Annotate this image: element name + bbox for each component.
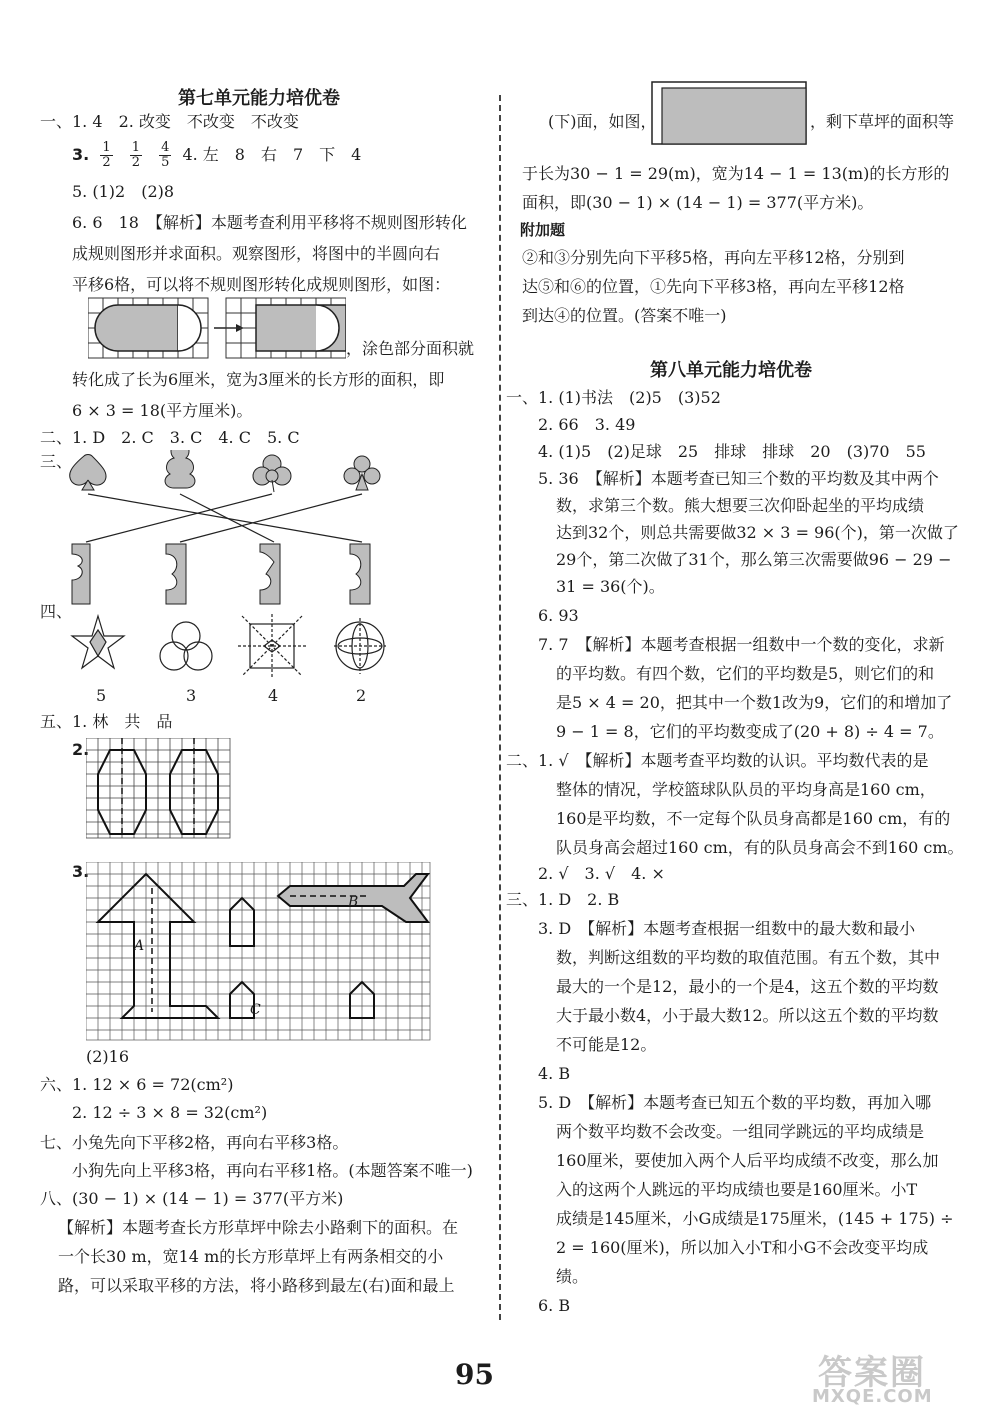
- answer-1-5: 5. (1)2 (2)8: [72, 182, 175, 201]
- label-b: B: [348, 894, 359, 910]
- matching-lines: [86, 494, 362, 542]
- u8-2-1-l1: 二、1. √ 【解析】本题考查平均数的认识。平均数代表的是: [506, 751, 929, 770]
- u8-3-5-l4: 入的这两个人跳远的平均成绩也要是160厘米。小T: [556, 1180, 918, 1199]
- fraction-2: $\frac{1}{2}$: [131, 140, 140, 170]
- answer-7-line2: 小狗先向上平移3格，再向右平移1格。(本题答案不唯一): [72, 1161, 473, 1180]
- square-figure: [238, 614, 306, 678]
- answer-6-1: 六、1. 12 × 6 = 72(cm²): [40, 1075, 234, 1094]
- answer-1-6-line6: 6 × 3 = 18(平方厘米)。: [72, 401, 253, 420]
- answer-2: 二、1. D 2. C 3. C 4. C 5. C: [40, 428, 300, 447]
- u8-3-3-l4: 大于最小数4，小于最大数12。所以这五个数的平均数: [556, 1006, 939, 1025]
- answer-1-6-line4: ，涂色部分面积就: [346, 339, 475, 358]
- symmetry-count-3: 4: [268, 686, 279, 705]
- answer-8-line1: 八、(30 − 1) × (14 − 1) = 377(平方米): [40, 1189, 344, 1208]
- u8-3-3-l3: 最大的一个是12，最小的一个是4，这五个数的平均数: [556, 977, 939, 996]
- label-c: C: [250, 1002, 261, 1018]
- u8-1-7-l1: 7. 7 【解析】本题考查根据一组数中一个数的变化，求新: [538, 635, 945, 654]
- answer-8-line4: 路，可以采取平移的方法，将小路移到最左(右)面和最上: [58, 1276, 455, 1295]
- u8-3-4: 4. B: [538, 1064, 571, 1083]
- u8-1-2: 2. 66 3. 49: [538, 415, 636, 434]
- half-spade: [260, 544, 280, 604]
- symmetry-figures: [66, 612, 386, 680]
- u8-3-5-l3: 160厘米，要使加入两个人后平均成绩不改变，那么加: [556, 1151, 939, 1170]
- unit8-title: 第八单元能力培优卷: [650, 360, 812, 381]
- lawn-line1: (下)面，如图，: [548, 112, 657, 131]
- u8-1-5-l3: 达到32个，则总共需要做32 × 3 = 96(个)，第一次做了: [556, 523, 959, 542]
- u8-3-5-l2: 两个数平均数不会改变。一组同学跳远的平均成绩是: [556, 1122, 925, 1141]
- circle-figure: [334, 618, 386, 674]
- fraction-1: $\frac{1}{2}$: [102, 140, 111, 170]
- answer-1-6-line1: 6. 6 18 【解析】本题考查利用平移将不规则图形转化: [72, 213, 467, 232]
- answer-8-line3: 一个长30 m，宽14 m的长方形草坪上有两条相交的小: [58, 1247, 444, 1266]
- answer-1-6-line5: 转化成了长为6厘米，宽为3厘米的长方形的面积，即: [72, 370, 445, 389]
- extra-line1: ②和③分别先向下平移5格，再向左平移12格，分别到: [522, 248, 905, 267]
- half-gourd: [166, 544, 186, 604]
- shape-before: [95, 305, 178, 351]
- label-a: A: [134, 938, 145, 954]
- u8-1-6: 6. 93: [538, 606, 579, 625]
- u8-1-5-l1: 5. 36 【解析】本题考查已知三个数的平均数及其中两个: [538, 469, 939, 488]
- u8-3-5-l7: 绩。: [556, 1267, 589, 1286]
- u8-2-2: 2. √ 3. √ 4. ×: [538, 864, 665, 883]
- gourd-shape: [165, 450, 195, 488]
- u8-3-6: 6. B: [538, 1296, 571, 1315]
- page-number: 95: [455, 1358, 494, 1391]
- answer-8-line2: 【解析】本题考查长方形草坪中除去小路剩下的面积。在: [58, 1218, 459, 1237]
- symmetry-count-1: 5: [96, 686, 107, 705]
- u8-3-1: 三、1. D 2. B: [506, 890, 620, 909]
- lawn-line2: 于长为30 − 1 = 29(m)，宽为14 − 1 = 13(m)的长方形的: [522, 164, 950, 183]
- answer-4-label: 四、: [40, 602, 73, 621]
- answer-1-6-line3: 平移6格，可以将不规则图形转化成规则图形，如图：: [72, 275, 451, 294]
- u8-2-1-l4: 队员身高会超过160 cm，有的队员身高会不到160 cm。: [556, 838, 964, 857]
- symmetry-count-4: 2: [356, 686, 367, 705]
- answer-5-1: 五、1. 林 共 品: [40, 712, 173, 731]
- watermark-logo: 答案圈: [818, 1353, 926, 1393]
- extra-title: 附加题: [520, 221, 566, 239]
- unit7-title: 第七单元能力培优卷: [178, 88, 340, 109]
- u8-2-1-l2: 整体的情况，学校篮球队队员的平均身高是160 cm，: [556, 780, 936, 799]
- u8-3-3-l2: 数，判断这组数的平均数的取值范围。有五个数，其中: [556, 948, 941, 967]
- u8-1-5-l4: 29个，第二次做了31个，那么第三次需要做96 − 29 −: [556, 550, 952, 569]
- u8-1-1: 一、1. (1)书法 (2)5 (3)52: [506, 388, 721, 407]
- u8-3-5-l5: 成绩是145厘米，小G成绩是175厘米，(145 + 175) ÷: [556, 1209, 954, 1228]
- lawn-figure: [650, 80, 810, 148]
- u8-3-5-l6: 2 = 160(厘米)，所以加入小T和小G不会改变平均成: [556, 1238, 929, 1257]
- answer-5-3-2: (2)16: [86, 1047, 130, 1066]
- u8-2-1-l3: 160是平均数，不一定每个队员身高都是160 cm，有的: [556, 809, 951, 828]
- lawn-line1b: ，剩下草坪的面积等: [810, 112, 955, 131]
- extra-line2: 达⑤和⑥的位置，①先向下平移3格，再向左平移12格: [522, 277, 905, 296]
- column-divider: [499, 95, 501, 1320]
- answer-3-label: 三、: [40, 452, 73, 471]
- answer-5-3-label: 3.: [72, 862, 90, 881]
- hexagon-grid-figure: [86, 738, 234, 840]
- u8-3-3-l1: 3. D 【解析】本题考查根据一组数中的最大数和最小: [538, 919, 916, 938]
- answer-6-2: 2. 12 ÷ 3 × 8 = 32(cm²): [72, 1103, 268, 1122]
- u8-3-3-l5: 不可能是12。: [556, 1035, 657, 1054]
- half-club: [350, 544, 370, 604]
- watermark-url: MXQE.COM: [812, 1386, 933, 1407]
- u8-1-5-l5: 31 = 36(个)。: [556, 577, 665, 596]
- answer-1-3: 3. $\frac{1}{2}$ $\frac{1}{2}$ $\frac{4}{5}$ 4. 左 8 右 7 下 4: [72, 140, 362, 170]
- u8-1-5-l2: 数，求第三个数。熊大想要三次仰卧起坐的平均成绩: [556, 496, 925, 515]
- half-shapes: [72, 544, 370, 604]
- lawn-line3: 面积，即(30 − 1) × (14 − 1) = 377(平方米)。: [522, 193, 874, 212]
- u8-1-7-l3: 是5 × 4 = 20，把其中一个数1改为9，它们的和增加了: [556, 693, 953, 712]
- translation-grid-figure: [88, 296, 346, 360]
- symmetry-count-2: 3: [186, 686, 197, 705]
- spade-shape: [70, 455, 106, 491]
- answer-1-6-line2: 成规则图形并求面积。观察图形，将图中的半圆向右: [72, 244, 441, 263]
- club-shape: [344, 456, 380, 490]
- u8-3-5-l1: 5. D 【解析】本题考查已知五个数的平均数，再加入哪: [538, 1093, 932, 1112]
- answer-5-2-label: 2.: [72, 740, 90, 759]
- u8-1-7-l2: 的平均数。有四个数，它们的平均数是5，则它们的和: [556, 664, 935, 683]
- three-circles-figure: [160, 622, 212, 670]
- u8-1-4: 4. (1)5 (2)足球 25 排球 排球 20 (3)70 55: [538, 442, 926, 461]
- matching-figure: [62, 450, 402, 618]
- answer-7-line1: 七、小兔先向下平移2格，再向右平移3格。: [40, 1133, 349, 1152]
- extra-line3: 到达④的位置。(答案不唯一): [522, 306, 727, 325]
- fraction-3: $\frac{4}{5}$: [161, 140, 170, 170]
- answer-1-1: 一、1. 4 2. 改变 不改变 不改变: [40, 112, 299, 131]
- flower-shape: [253, 455, 291, 492]
- u8-1-7-l4: 9 − 1 = 8，它们的平均数变成了(20 + 8) ÷ 4 = 7。: [556, 722, 944, 741]
- half-clover: [72, 544, 90, 604]
